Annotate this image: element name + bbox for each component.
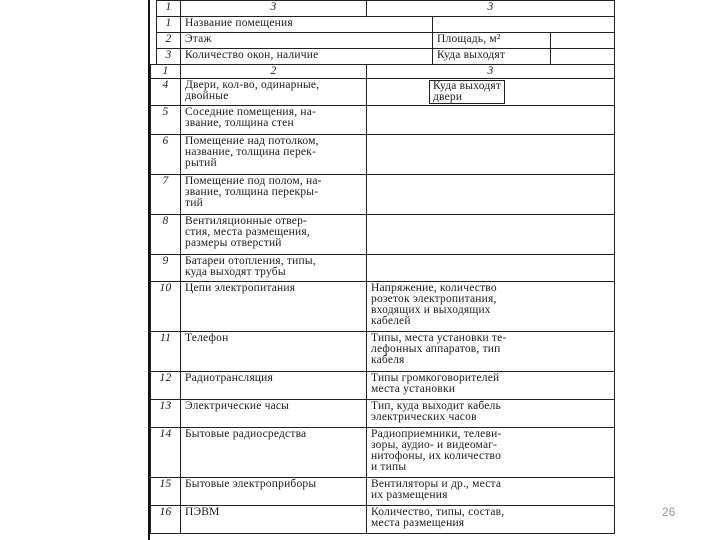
row-detail	[367, 255, 615, 282]
row-label-text: Бытовые электроприборы	[185, 478, 317, 490]
row-detail-text: Напряжение, количество розеток электропитания, входящих и выходящих кабелей	[371, 282, 497, 327]
top-table-header-row	[157, 1, 615, 17]
row-label-text: Вентиляционные отвер- стия, места размещения, размеры отверстий	[185, 215, 310, 249]
row-number: 11	[151, 332, 181, 372]
row-number: 15	[151, 478, 181, 506]
row-detail	[367, 79, 615, 106]
row-detail	[367, 175, 615, 215]
row-detail-text: Радиоприемники, телеви- зоры, аудио- и видеомаг- нитофоны, их количество и типы	[371, 428, 502, 473]
table-row	[151, 372, 615, 400]
row-label	[181, 506, 367, 534]
row-number: 13	[151, 400, 181, 428]
top-header-col2: 3	[181, 1, 367, 17]
header-col2: 2	[181, 65, 367, 79]
row-detail	[367, 506, 615, 534]
row-blank	[551, 33, 615, 49]
header-col3: 3	[367, 65, 615, 79]
row-label	[181, 428, 367, 478]
row-detail	[367, 135, 615, 175]
row-number: 5	[151, 106, 181, 135]
row-label	[181, 215, 367, 255]
row-number: 4	[151, 79, 181, 106]
table-row	[151, 478, 615, 506]
row-number: 12	[151, 372, 181, 400]
row-label-text: Цепи электропитания	[185, 282, 296, 294]
row-detail	[367, 106, 615, 135]
row-detail: Куда выходят	[433, 49, 551, 65]
row-number: 9	[151, 255, 181, 282]
row-detail	[367, 372, 615, 400]
table-header-row	[151, 65, 615, 79]
row-label-text: ПЭВМ	[185, 506, 220, 518]
page-number: 26	[662, 505, 676, 519]
row-label	[181, 400, 367, 428]
row-detail	[367, 400, 615, 428]
row-detail-text: Типы громкоговорителей места установки	[371, 372, 500, 395]
top-table-row	[157, 49, 615, 65]
row-label	[181, 79, 367, 106]
table-row	[151, 400, 615, 428]
row-number: 7	[151, 175, 181, 215]
row-detail	[367, 282, 615, 332]
row-detail	[367, 215, 615, 255]
row-detail: Площадь, м²	[433, 33, 551, 49]
table-row	[151, 255, 615, 282]
row-number: 10	[151, 282, 181, 332]
table-row	[151, 506, 615, 534]
row-number: 14	[151, 428, 181, 478]
table-row	[151, 106, 615, 135]
row-label: Название помещения	[181, 17, 433, 33]
table-row	[151, 428, 615, 478]
row-number: 3	[157, 49, 181, 65]
row-label	[181, 478, 367, 506]
row-label-text: Двери, кол-во, одинарные, двойные	[185, 79, 320, 102]
top-header-col1: 1	[157, 1, 181, 17]
row-detail-text: Тип, куда выходит кабель электрических часов	[371, 400, 501, 423]
row-detail-text: Вентиляторы и др., места их размещения	[371, 478, 502, 501]
row-label	[181, 135, 367, 175]
table-row	[151, 282, 615, 332]
row-label-text: Помещение над потолком, название, толщина перек- рытий	[185, 135, 319, 169]
row-label-text: Соседние помещения, на- звание, толщина стен	[185, 106, 317, 129]
table-row	[151, 215, 615, 255]
table-row	[151, 135, 615, 175]
top-header-col3: 3	[367, 1, 615, 17]
room-inspection-table	[150, 64, 615, 534]
row-label	[181, 282, 367, 332]
row-label	[181, 255, 367, 282]
top-table-row	[157, 33, 615, 49]
row-detail	[367, 332, 615, 372]
row-label-text: Электрические часы	[185, 400, 290, 412]
row-label	[181, 106, 367, 135]
row-detail	[367, 428, 615, 478]
row-label	[181, 332, 367, 372]
row-detail-text: Количество, типы, состав, места размещения	[371, 506, 505, 529]
row-detail-text: Типы, места установки те- лефонных аппаратов, тип кабеля	[371, 332, 507, 366]
row-label: Количество окон, наличие	[181, 49, 433, 65]
row-number: 8	[151, 215, 181, 255]
table-row	[151, 175, 615, 215]
header-col1: 1	[151, 65, 181, 79]
row-label-text: Телефон	[185, 332, 229, 344]
row-number: 16	[151, 506, 181, 534]
row-label-text: Помещение под полом, на- звание, толщина перекры- тий	[185, 175, 322, 209]
row-number: 1	[157, 17, 181, 33]
row-label-text: Батареи отопления, типы, куда выходят трубы	[185, 255, 316, 278]
row-detail	[433, 17, 615, 33]
row-number: 2	[157, 33, 181, 49]
row-label	[181, 372, 367, 400]
top-table-fragment	[156, 0, 615, 65]
row-label: Этаж	[181, 33, 433, 49]
row-number: 6	[151, 135, 181, 175]
row-label-text: Бытовые радиосредства	[185, 428, 307, 440]
row-label-text: Радиотрансляция	[185, 372, 274, 384]
table-row	[151, 79, 615, 106]
top-table-row	[157, 17, 615, 33]
row-label	[181, 175, 367, 215]
row-detail	[367, 478, 615, 506]
row-detail-text: Куда выходят двери	[429, 80, 505, 104]
row-blank	[551, 49, 615, 65]
table-row	[151, 332, 615, 372]
